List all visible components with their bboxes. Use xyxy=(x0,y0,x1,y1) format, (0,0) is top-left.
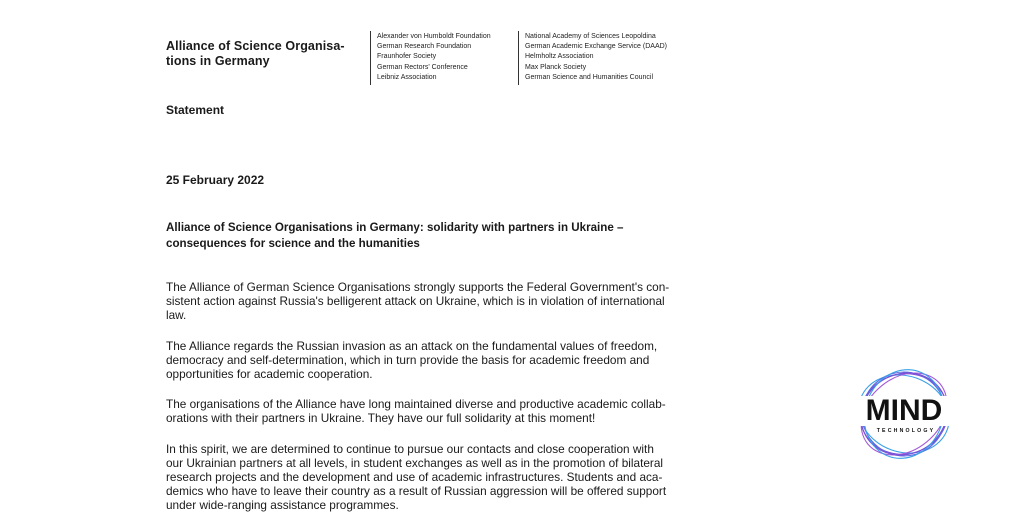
member-org: German Research Foundation xyxy=(377,43,472,51)
member-list-left xyxy=(370,31,491,85)
member-org: German Rectors' Conference xyxy=(377,63,468,71)
body-paragraph xyxy=(166,442,726,513)
body-line: In this spirit, we are determined to continue to pursue our contacts and close cooperation with xyxy=(166,441,654,456)
member-list-right xyxy=(518,31,667,85)
body-line: law. xyxy=(166,308,187,323)
body-line: sistent action against Russia's belligerent attack on Ukraine, which is in violation of international xyxy=(166,294,665,309)
document-headline xyxy=(166,220,746,252)
body-line: demics who have to leave their country as a result of Russian aggression will be offered support xyxy=(166,484,667,499)
body-line: The Alliance regards the Russian invasion as an attack on the fundamental values of freedom, xyxy=(166,338,658,353)
mind-technology-logo xyxy=(848,362,960,474)
member-org: Leibniz Association xyxy=(377,73,437,81)
document-type-label: Statement xyxy=(166,103,225,117)
body-line: opportunities for academic cooperation. xyxy=(166,367,373,382)
headline-line: Alliance of Science Organisations in Germany: solidarity with partners in Ukraine – xyxy=(166,221,624,234)
mind-logo-graphic xyxy=(848,362,960,474)
logo-subword: TECHNOLOGY xyxy=(876,428,936,434)
body-line: The organisations of the Alliance have long maintained diverse and productive academic collab- xyxy=(166,397,666,412)
member-org: Fraunhofer Society xyxy=(377,53,437,61)
member-org: German Science and Humanities Council xyxy=(525,73,654,81)
body-line: The Alliance of German Science Organisations strongly supports the Federal Government's con- xyxy=(166,280,670,294)
member-org: Alexander von Humboldt Foundation xyxy=(377,33,491,40)
body-line: our Ukrainian partners at all levels, in student exchanges as well as in the promotion of bilateral xyxy=(166,455,664,470)
member-org: Max Planck Society xyxy=(525,63,587,71)
member-org: German Academic Exchange Service (DAAD) xyxy=(525,43,667,51)
body-paragraph xyxy=(166,280,726,323)
document-body xyxy=(166,280,726,529)
document-date: 25 February 2022 xyxy=(166,173,265,187)
alliance-title-line: Alliance of Science Organisa- xyxy=(166,39,345,53)
body-paragraph xyxy=(166,339,726,382)
headline-line: consequences for science and the humanities xyxy=(166,237,420,250)
alliance-title-line: tions in Germany xyxy=(166,54,270,68)
alliance-title xyxy=(166,39,366,69)
member-org: National Academy of Sciences Leopoldina xyxy=(525,33,656,40)
body-line: orations with their partners in Ukraine. They have our full solidarity at this moment! xyxy=(166,411,596,426)
logo-word: MIND xyxy=(865,394,943,427)
body-line: under wide-ranging assistance programmes. xyxy=(166,498,399,513)
body-paragraph xyxy=(166,397,726,425)
body-line: democracy and self-determination, which in turn provide the basis for academic freedom and xyxy=(166,352,650,367)
member-org: Helmholtz Association xyxy=(525,53,594,61)
body-line: research projects and the development and use of academic infrastructures. Students and aca- xyxy=(166,470,663,485)
